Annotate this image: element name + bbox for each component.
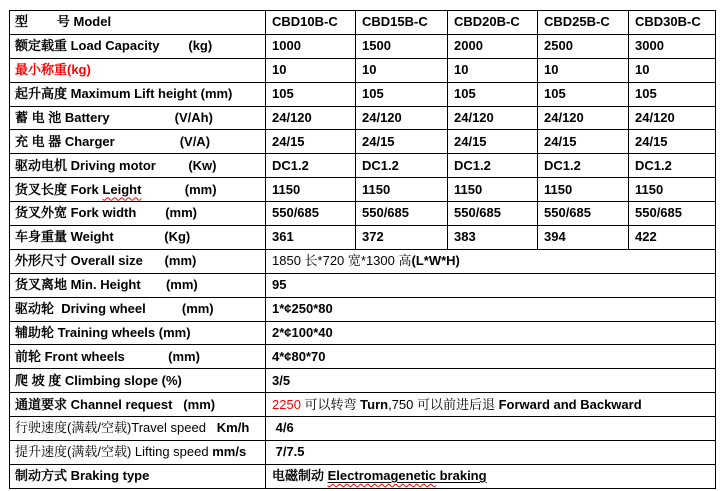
cell-value: CBD10B-C <box>272 14 338 30</box>
table-row <box>10 249 716 273</box>
text-segment: 提升速度(满载/空载) Lifting speed <box>15 444 213 460</box>
cell-value: 10 <box>544 62 559 78</box>
text-segment: braking <box>436 468 487 484</box>
value-cell <box>448 106 538 130</box>
value-cell <box>448 130 538 154</box>
cell-value: 372 <box>362 229 384 245</box>
cell-value: 361 <box>272 229 294 245</box>
value-cell <box>356 154 448 178</box>
text-segment: 充 电 器 Charger (V/A) <box>15 133 211 149</box>
table-row <box>10 106 716 130</box>
value-cell <box>266 11 356 35</box>
value-cell <box>448 226 538 250</box>
table-row <box>10 178 716 202</box>
text-segment: 爬 坡 度 Climbing slope (%) <box>15 372 182 388</box>
value-cell <box>629 106 716 130</box>
text-segment: 前轮 Front wheels (mm) <box>15 348 200 364</box>
cell-value: 105 <box>544 85 566 101</box>
row-label-cell <box>10 345 266 369</box>
cell-value: CBD20B-C <box>454 14 520 30</box>
row-label-cell <box>10 226 266 250</box>
text-segment: 4/6 <box>272 420 294 436</box>
row-label-cell <box>10 393 266 417</box>
row-label-cell <box>10 130 266 154</box>
text-segment: Forward and Backward <box>498 396 642 412</box>
table-row <box>10 34 716 58</box>
cell-value: 550/685 <box>362 205 409 221</box>
table-row <box>10 82 716 106</box>
row-label-cell <box>10 441 266 465</box>
cell-value: 10 <box>362 62 377 78</box>
value-cell <box>356 226 448 250</box>
row-label-cell <box>10 82 266 106</box>
value-cell <box>266 202 356 226</box>
cell-value: 105 <box>362 85 384 101</box>
text-segment: Leight <box>102 181 142 197</box>
text-segment: 3/5 <box>272 372 291 388</box>
value-cell <box>629 130 716 154</box>
value-cell <box>266 226 356 250</box>
row-label-cell <box>10 178 266 202</box>
cell-value: 105 <box>635 85 657 101</box>
value-cell <box>266 58 356 82</box>
merged-value-cell <box>266 369 716 393</box>
merged-value-cell <box>266 393 716 417</box>
cell-value: CBD15B-C <box>362 14 428 30</box>
cell-value: 24/120 <box>454 109 494 125</box>
cell-value: 1500 <box>362 38 391 54</box>
text-segment: 货叉离地 Min. Height (mm) <box>15 277 198 293</box>
text-segment: 7/7.5 <box>272 444 305 460</box>
value-cell <box>356 58 448 82</box>
text-segment: 通道要求 Channel request (mm) <box>15 396 216 412</box>
text-segment: 货叉长度 Fork <box>15 181 103 197</box>
value-cell <box>448 82 538 106</box>
value-cell <box>448 178 538 202</box>
cell-value: 10 <box>454 62 469 78</box>
cell-value: 105 <box>454 85 476 101</box>
cell-value: DC1.2 <box>544 157 581 173</box>
value-cell <box>356 202 448 226</box>
text-segment: 95 <box>272 277 287 293</box>
cell-value: 1150 <box>544 181 573 197</box>
table-row <box>10 345 716 369</box>
value-cell <box>538 106 629 130</box>
value-cell <box>538 58 629 82</box>
value-cell <box>629 11 716 35</box>
merged-value-cell <box>266 297 716 321</box>
cell-value: 1150 <box>362 181 391 197</box>
text-segment: 1850 长*720 宽*1300 高 <box>272 253 412 269</box>
value-cell <box>629 226 716 250</box>
red-text-segment: 2250 <box>272 396 301 412</box>
table-row <box>10 464 716 488</box>
table-row <box>10 154 716 178</box>
value-cell <box>266 130 356 154</box>
table-row <box>10 130 716 154</box>
spec-table-body <box>10 11 716 489</box>
value-cell <box>266 154 356 178</box>
value-cell <box>448 202 538 226</box>
merged-value-cell <box>266 345 716 369</box>
row-label-cell <box>10 34 266 58</box>
merged-value-cell <box>266 441 716 465</box>
text-segment: 起升高度 Maximum Lift height (mm) <box>15 85 233 101</box>
cell-value: 550/685 <box>544 205 591 221</box>
row-label-cell <box>10 273 266 297</box>
value-cell <box>629 202 716 226</box>
cell-value: 1000 <box>272 38 301 54</box>
value-cell <box>629 58 716 82</box>
merged-value-cell <box>266 417 716 441</box>
cell-value: 10 <box>272 62 287 78</box>
cell-value: DC1.2 <box>635 157 672 173</box>
cell-value: 24/120 <box>544 109 584 125</box>
value-cell <box>356 34 448 58</box>
cell-value: 24/15 <box>272 133 305 149</box>
value-cell <box>448 154 538 178</box>
text-segment: 驱动电机 Driving motor (Kw) <box>15 157 217 173</box>
text-segment: 1*¢250*80 <box>272 300 333 316</box>
table-row <box>10 58 716 82</box>
row-label-cell <box>10 369 266 393</box>
value-cell <box>448 34 538 58</box>
red-text-segment: 最小称重(kg) <box>15 62 91 78</box>
value-cell <box>538 34 629 58</box>
text-segment: 可以转弯 <box>300 396 361 412</box>
cell-value: 2000 <box>454 38 483 54</box>
row-label-cell <box>10 106 266 130</box>
cell-value: 550/685 <box>635 205 682 221</box>
table-row <box>10 202 716 226</box>
cell-value: 1150 <box>454 181 483 197</box>
merged-value-cell <box>266 249 716 273</box>
value-cell <box>538 82 629 106</box>
merged-value-cell <box>266 273 716 297</box>
text-segment: 行驶速度(满载/空载)Travel speed <box>15 420 217 436</box>
value-cell <box>266 106 356 130</box>
cell-value: 10 <box>635 62 650 78</box>
row-label-cell <box>10 249 266 273</box>
table-row <box>10 441 716 465</box>
text-segment: 电磁制动 <box>272 468 328 484</box>
value-cell <box>356 82 448 106</box>
value-cell <box>448 11 538 35</box>
value-cell <box>538 11 629 35</box>
value-cell <box>266 82 356 106</box>
table-row <box>10 273 716 297</box>
table-row <box>10 297 716 321</box>
text-segment <box>328 468 436 483</box>
cell-value: 24/120 <box>272 109 312 125</box>
value-cell <box>448 58 538 82</box>
text-segment: 货叉外宽 Fork width (mm) <box>15 205 198 221</box>
cell-value: CBD25B-C <box>544 14 610 30</box>
text-segment: (L*W*H) <box>411 253 460 269</box>
cell-value: 2500 <box>544 38 573 54</box>
cell-value: 394 <box>544 229 566 245</box>
value-cell <box>629 34 716 58</box>
text-segment: (mm) <box>141 181 217 197</box>
row-label-cell <box>10 321 266 345</box>
cell-value: CBD30B-C <box>635 14 701 30</box>
cell-value: 550/685 <box>272 205 319 221</box>
text-segment: 额定载重 Load Capacity (kg) <box>15 38 213 54</box>
cell-value: 105 <box>272 85 294 101</box>
cell-value: 3000 <box>635 38 664 54</box>
value-cell <box>538 154 629 178</box>
row-label-cell <box>10 58 266 82</box>
cell-value: 24/15 <box>454 133 487 149</box>
value-cell <box>266 34 356 58</box>
value-cell <box>629 154 716 178</box>
row-label-cell <box>10 202 266 226</box>
cell-value: 383 <box>454 229 476 245</box>
text-segment: 蓄 电 池 Battery (V/Ah) <box>15 109 213 125</box>
text-segment: 制动方式 Braking type <box>15 468 150 484</box>
cell-value: DC1.2 <box>272 157 309 173</box>
text-segment: 4*¢80*70 <box>272 348 326 364</box>
value-cell <box>538 130 629 154</box>
table-row <box>10 321 716 345</box>
cell-value: DC1.2 <box>362 157 399 173</box>
merged-value-cell <box>266 321 716 345</box>
row-label-cell <box>10 154 266 178</box>
text-segment: mm/s <box>212 444 247 460</box>
text-segment: 辅助轮 Training wheels (mm) <box>15 324 191 340</box>
text-segment: Turn <box>360 396 389 412</box>
value-cell <box>356 106 448 130</box>
text-segment: 型 号 Model <box>15 14 112 30</box>
text-segment: ,750 可以前进后退 <box>388 396 499 412</box>
row-label-cell <box>10 297 266 321</box>
value-cell <box>266 178 356 202</box>
value-cell <box>356 178 448 202</box>
text-segment: Km/h <box>216 420 250 436</box>
cell-value: 550/685 <box>454 205 501 221</box>
table-row <box>10 393 716 417</box>
spellcheck-squiggle-text: Electromagenetic <box>327 468 436 484</box>
value-cell <box>356 130 448 154</box>
table-row <box>10 226 716 250</box>
cell-value: 1150 <box>272 181 301 197</box>
cell-value: 24/15 <box>544 133 577 149</box>
text-segment: 2*¢100*40 <box>272 324 333 340</box>
merged-value-cell <box>266 464 716 488</box>
value-cell <box>538 202 629 226</box>
row-label-cell <box>10 464 266 488</box>
text-segment: 车身重量 Weight (Kg) <box>15 229 191 245</box>
value-cell <box>356 11 448 35</box>
cell-value: 24/120 <box>362 109 402 125</box>
cell-value: 24/15 <box>635 133 668 149</box>
table-row <box>10 369 716 393</box>
cell-value: 24/120 <box>635 109 675 125</box>
text-segment: 外形尺寸 Overall size (mm) <box>15 253 197 269</box>
cell-value: DC1.2 <box>454 157 491 173</box>
table-row <box>10 11 716 35</box>
table-row <box>10 417 716 441</box>
row-label-cell <box>10 11 266 35</box>
row-label-cell <box>10 417 266 441</box>
text-segment: 驱动轮 Driving wheel (mm) <box>15 300 214 316</box>
value-cell <box>538 178 629 202</box>
cell-value: 1150 <box>635 181 664 197</box>
spec-table <box>9 10 716 489</box>
value-cell <box>629 178 716 202</box>
value-cell <box>629 82 716 106</box>
cell-value: 24/15 <box>362 133 395 149</box>
cell-value: 422 <box>635 229 657 245</box>
value-cell <box>538 226 629 250</box>
